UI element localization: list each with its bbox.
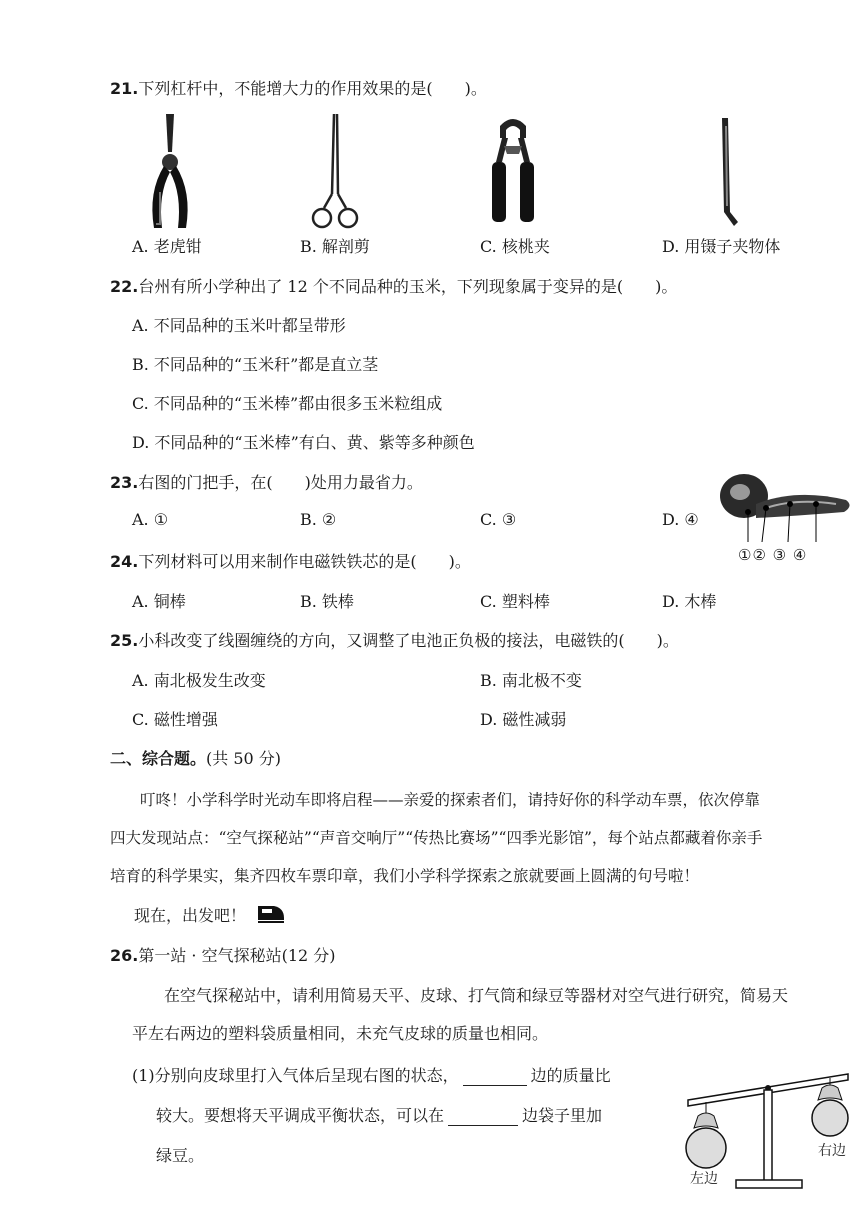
door-handle-icon [716, 470, 856, 550]
door-handle-labels: ①② ③ ④ [738, 546, 808, 564]
q21-stem: 21.下列杠杆中，不能增大力的作用效果的是( )。 [110, 79, 487, 98]
q25-option-a[interactable]: A. 南北极发生改变 [132, 671, 266, 690]
train-icon [256, 902, 286, 924]
q26-title: 26.第一站 · 空气探秘站(12 分) [110, 946, 336, 965]
q26-desc-line1: 在空气探秘站中，请利用简易天平、皮球、打气筒和绿豆等器材对空气进行研究，简易天 [164, 986, 789, 1005]
q21-option-a[interactable]: A. 老虎钳 [132, 237, 202, 256]
q24-option-d[interactable]: D. 木棒 [662, 592, 717, 611]
q26-answer-blank-2[interactable] [448, 1109, 518, 1126]
q23-option-b[interactable]: B. ② [300, 510, 337, 529]
q25-option-b[interactable]: B. 南北极不变 [480, 671, 582, 690]
q23-option-d[interactable]: D. ④ [662, 510, 699, 529]
section2-go: 现在，出发吧！ [134, 906, 247, 925]
q25-stem: 25.小科改变了线圈缠绕的方向，又调整了电池正负极的接法，电磁铁的( )。 [110, 631, 679, 650]
q26-sub1-line2: 较大。要想将天平调成平衡状态，可以在 边袋子里加 [156, 1106, 603, 1125]
section2-intro-line1: 叮咚！小学科学时光动车即将启程——亲爱的探索者们，请持好你的科学动车票，依次停靠 [140, 791, 761, 809]
q26-sub1-line1: (1)分别向皮球里打入气体后呈现右图的状态， 边的质量比 [132, 1066, 611, 1085]
q26-answer-blank-1[interactable] [463, 1069, 527, 1086]
q23-option-c[interactable]: C. ③ [480, 510, 517, 529]
balance-left-label: 左边 [690, 1171, 718, 1187]
q24-option-b[interactable]: B. 铁棒 [300, 592, 354, 611]
nutcracker-icon [486, 116, 540, 228]
q22-option-d[interactable]: D. 不同品种的“玉米棒”有白、黄、紫等多种颜色 [132, 433, 475, 452]
q25-option-d[interactable]: D. 磁性减弱 [480, 710, 567, 729]
q24-option-c[interactable]: C. 塑料棒 [480, 592, 550, 611]
q26-desc-line2: 平左右两边的塑料袋质量相同，未充气皮球的质量也相同。 [132, 1024, 549, 1043]
q22-option-c[interactable]: C. 不同品种的“玉米棒”都由很多玉米粒组成 [132, 394, 443, 413]
q23-stem: 23.右图的门把手，在( )处用力最省力。 [110, 473, 423, 492]
scissors-icon [310, 112, 360, 232]
q23-option-a[interactable]: A. ① [132, 510, 169, 529]
tweezers-icon [708, 116, 748, 228]
q22-option-a[interactable]: A. 不同品种的玉米叶都呈带形 [132, 316, 346, 335]
q24-option-a[interactable]: A. 铜棒 [132, 592, 186, 611]
q24-stem: 24.下列材料可以用来制作电磁铁铁芯的是( )。 [110, 552, 471, 571]
q22-option-b[interactable]: B. 不同品种的“玉米秆”都是直立茎 [132, 355, 379, 374]
q21-option-b[interactable]: B. 解剖剪 [300, 237, 370, 256]
q25-option-c[interactable]: C. 磁性增强 [132, 710, 218, 729]
section2-heading: 二、综合题。(共 50 分) [110, 749, 282, 768]
q21-option-c[interactable]: C. 核桃夹 [480, 237, 550, 256]
section2-intro-line2: 四大发现站点：“空气探秘站”“声音交响厅”“传热比赛场”“四季光影馆”，每个站点都藏着你亲手 [110, 829, 763, 847]
q26-sub1-line3: 绿豆。 [156, 1146, 205, 1165]
pliers-icon [140, 112, 200, 232]
q22-stem: 22.台州有所小学种出了 12 个不同品种的玉米，下列现象属于变异的是( )。 [110, 277, 678, 296]
section2-intro-line3: 培育的科学果实，集齐四枚车票印章，我们小学科学探索之旅就要画上圆满的句号啦！ [110, 867, 700, 885]
balance-right-label: 右边 [818, 1143, 846, 1159]
q21-option-d[interactable]: D. 用镊子夹物体 [662, 237, 781, 256]
